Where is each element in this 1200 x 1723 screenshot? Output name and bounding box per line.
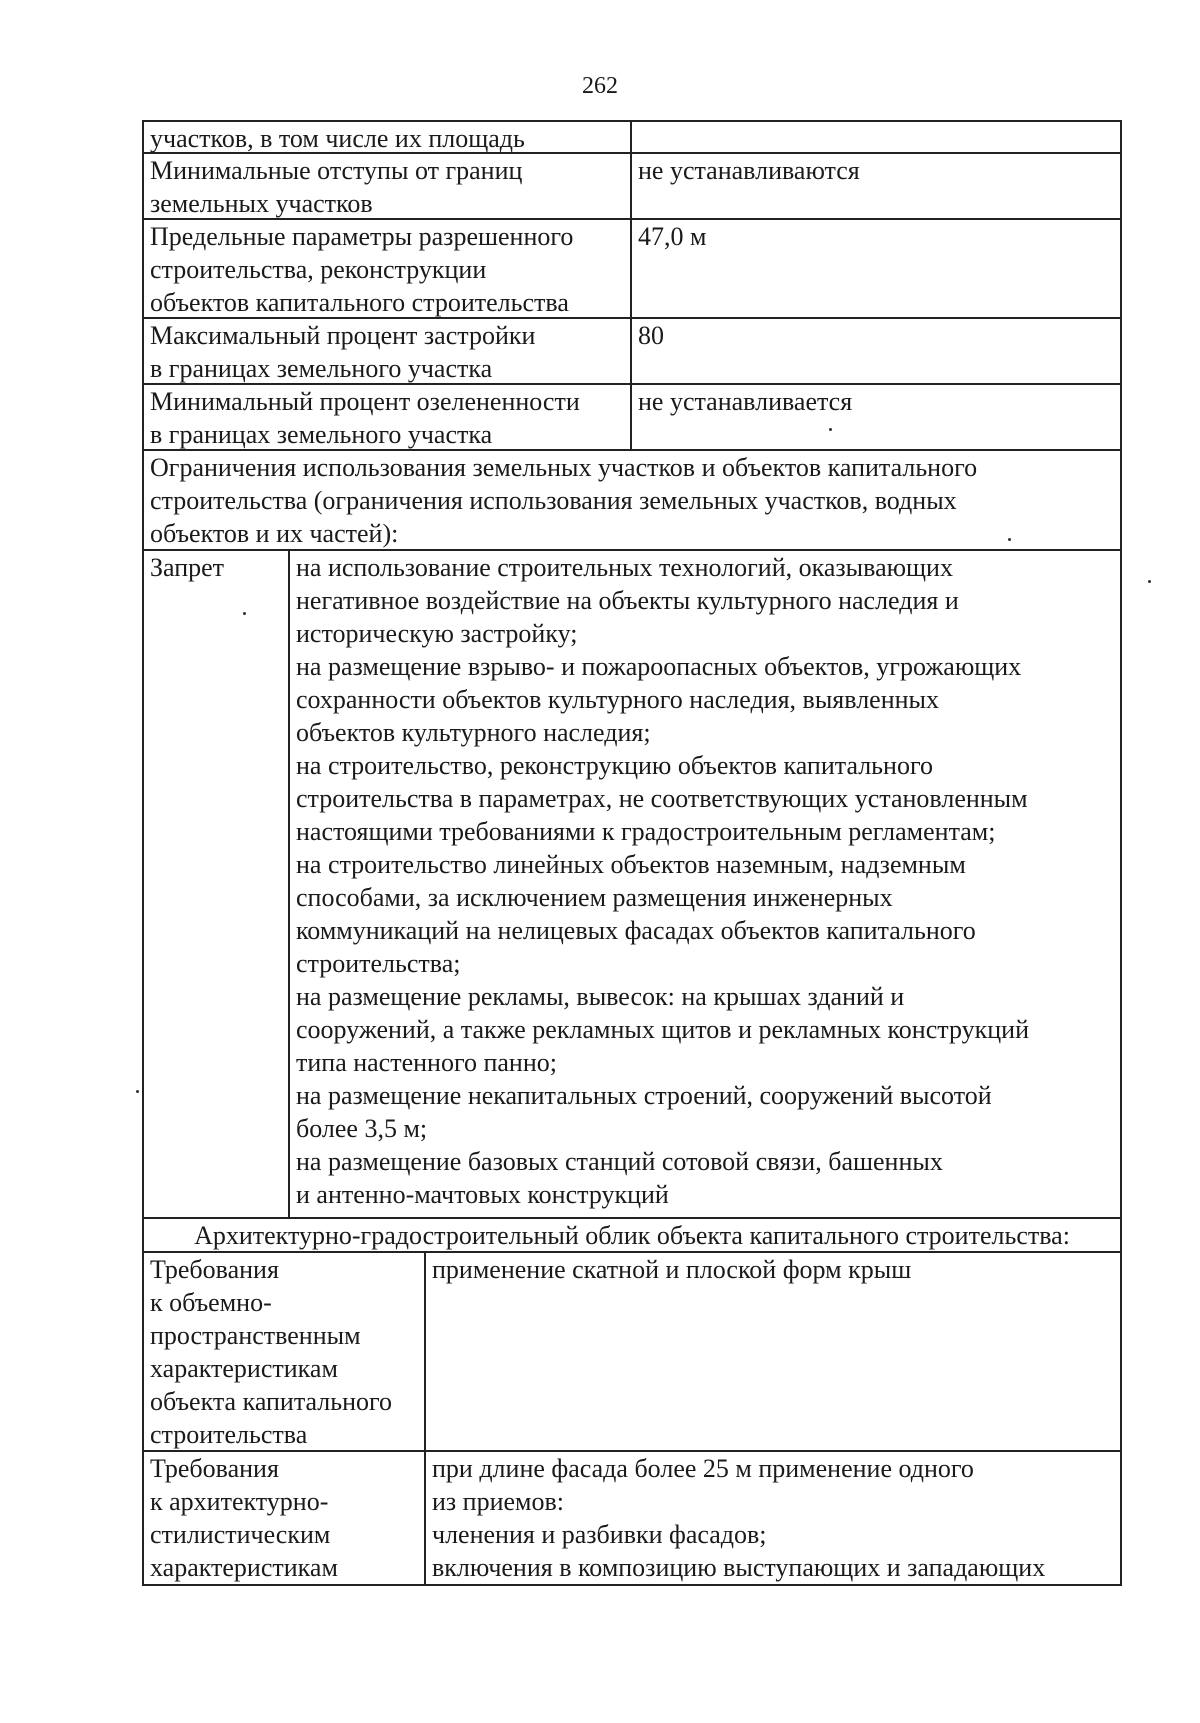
text-line: применение скатной и плоской форм крыш [432,1255,912,1284]
parameter-name-cell [144,319,630,383]
parameter-value-cell [630,319,1120,383]
text-line: настоящими требованиями к градостроительным регламентам; [296,817,996,846]
text-line: и антенно-мачтовых конструкций [296,1180,669,1209]
text-line: коммуникаций на нелицевых фасадах объектов капитального [296,916,976,945]
text-line: строительства в параметрах, не соответствующих установленным [296,784,1028,813]
parameter-value-cell [630,122,1120,152]
scan-speck [1008,538,1011,541]
text-line: историческую застройку; [296,619,578,648]
text-line: не устанавливаются [638,156,860,185]
text-line: Предельные параметры разрешенного [150,222,574,251]
text-line: Минимальный процент озелененности [150,387,580,416]
requirement-value-cell [424,1253,1120,1450]
text-line: характеристикам [150,1354,338,1383]
text-line: на использование строительных технологий, оказывающих [296,553,953,582]
text-line: из приемов: [432,1487,565,1516]
text-line: объектов капитального строительства [150,288,569,317]
text-line: строительства; [296,949,461,978]
table-row [142,383,1122,451]
text-line: объектов культурного наследия; [296,718,651,747]
text-line: негативное воздействие на объекты культурного наследия и [296,586,959,615]
text-line: строительства, реконструкции [150,255,487,284]
text-line: типа настенного панно; [296,1048,557,1077]
requirement-row [142,1450,1122,1586]
text-line: способами, за исключением размещения инженерных [296,883,893,912]
scan-speck [1148,580,1151,583]
architecture-heading-row [142,1217,1122,1253]
text-line: членения и разбивки фасадов; [432,1520,767,1549]
text-line: земельных участков [150,189,373,218]
parameter-value-cell [630,385,1120,449]
parameter-value-cell [630,220,1120,317]
text-line: на размещение базовых станций сотовой связи, башенных [296,1147,943,1176]
text-line: 47,0 м [638,222,707,251]
scan-speck [243,612,246,615]
scan-speck [136,1090,139,1093]
table-row [142,152,1122,220]
text-line: Требования [150,1255,279,1284]
text-line: на строительство, реконструкцию объектов капитального [296,751,933,780]
text-line: участков, в том числе их площадь [150,124,525,152]
text-line: Требования [150,1454,279,1483]
text-line: к объемно- [150,1288,272,1317]
text-line: строительства [150,1420,308,1449]
text-line: не устанавливается [638,387,853,416]
requirement-name-cell [144,1253,424,1450]
prohibition-list-cell [288,551,1120,1217]
text-line: характеристикам [150,1553,338,1582]
text-line: на размещение некапитальных строений, сооружений высотой [296,1081,992,1110]
prohibition-label: Запрет [150,553,225,582]
text-line: сооружений, а также рекламных щитов и рекламных конструкций [296,1015,1029,1044]
text-line: Ограничения использования земельных участков и объектов капитального [150,453,978,482]
text-line: пространственным [150,1321,361,1350]
parameter-name-cell [144,385,630,449]
text-line: Минимальные отступы от границ [150,156,523,185]
text-line: к архитектурно- [150,1487,329,1516]
text-line: стилистическим [150,1520,331,1549]
requirement-row [142,1251,1122,1452]
text-line: сохранности объектов культурного наследия, выявленных [296,685,940,714]
text-line: в границах земельного участка [150,420,493,449]
page-number: 262 [582,73,618,99]
parameter-name-cell [144,154,630,218]
text-line: более 3,5 м; [296,1114,428,1143]
architecture-heading: Архитектурно-градостроительный облик объекта капитального строительства: [194,1221,1070,1250]
requirement-value-cell [424,1452,1120,1584]
table-row [142,218,1122,319]
prohibition-label-cell [144,551,288,1217]
parameter-value-cell [630,154,1120,218]
text-line: при длине фасада более 25 м применение одного [432,1454,974,1483]
restrictions-heading [144,451,1120,549]
text-line: на размещение взрыво- и пожароопасных объектов, угрожающих [296,652,1022,681]
text-line: на строительство линейных объектов наземным, надземным [296,850,966,879]
requirement-name-cell [144,1452,424,1584]
text-line: на размещение рекламы, вывесок: на крышах зданий и [296,982,905,1011]
scan-speck [829,428,832,431]
parameter-name-cell [144,122,630,152]
text-line: объекта капитального [150,1387,393,1416]
text-line: включения в композицию выступающих и западающих [432,1553,1046,1582]
text-line: объектов и их частей): [150,519,399,548]
table-row [142,317,1122,385]
text-line: 80 [638,321,664,350]
prohibition-row [142,549,1122,1219]
text-line: в границах земельного участка [150,354,493,383]
text-line: строительства (ограничения использования земельных участков, водных [150,486,957,515]
restrictions-heading-row [142,449,1122,551]
parameter-name-cell [144,220,630,317]
table-row [142,120,1122,154]
text-line: Максимальный процент застройки [150,321,536,350]
